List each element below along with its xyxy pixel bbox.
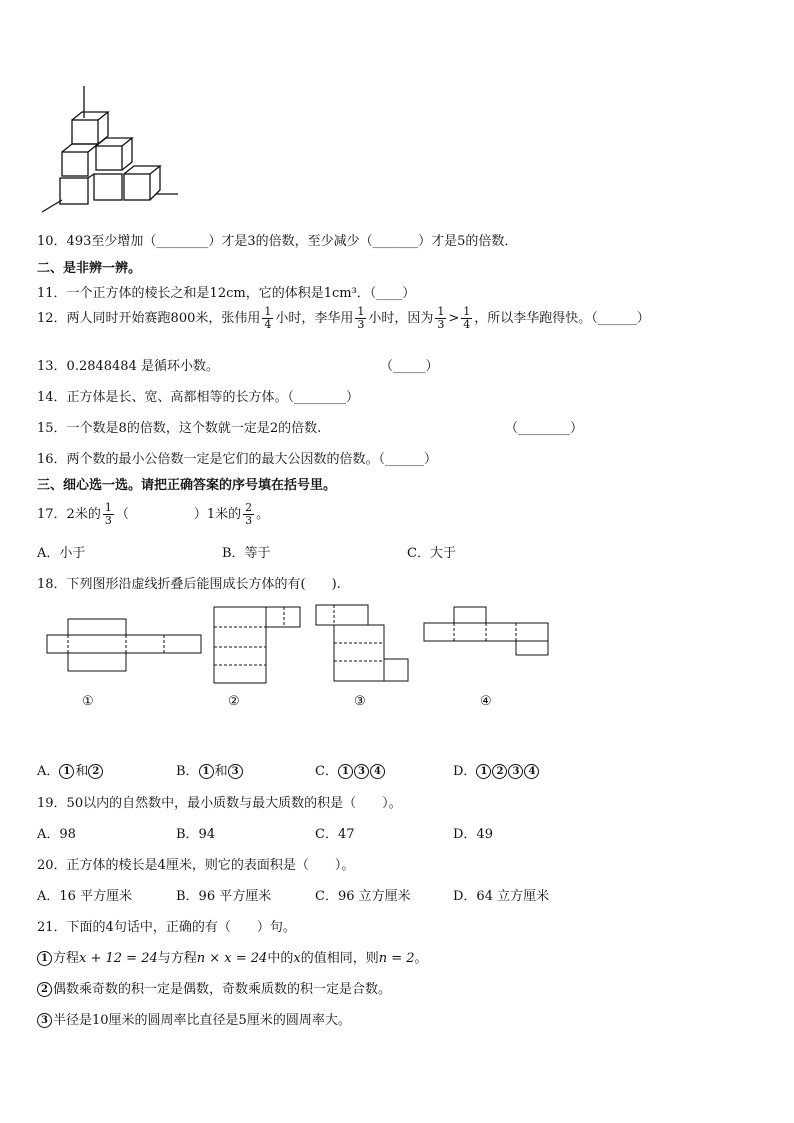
fraction-num: 1 <box>357 305 365 318</box>
question-14: 14．正方体是长、宽、高都相等的长方体。（________） <box>37 390 360 405</box>
statement-text: 的值相同，则 <box>300 951 379 966</box>
fraction-den: 4 <box>264 318 272 331</box>
section-3-heading: 三、细心选一选。请把正确答案的序号填在括号里。 <box>37 478 337 493</box>
fraction-den: 4 <box>463 318 471 331</box>
cube-net-1 <box>46 617 206 682</box>
q17-text-c: 。 <box>256 507 270 522</box>
fraction-den: 3 <box>357 318 365 331</box>
q20-option-c[interactable]: C．96 立方厘米 <box>315 889 411 904</box>
question-21: 21．下面的4句话中，正确的有（ ）句。 <box>37 920 296 935</box>
q12-text-b: 小时，李华用 <box>275 311 354 326</box>
fraction <box>103 502 114 527</box>
fraction-den: 3 <box>104 514 112 527</box>
statement-text: 偶数乘奇数的积一定是偶数，奇数乘质数的积一定是合数。 <box>53 982 392 997</box>
question-12 <box>37 306 650 331</box>
fraction-num: 2 <box>245 501 253 514</box>
fraction <box>243 502 254 527</box>
q17-text-b: （ ）1米的 <box>115 507 242 522</box>
question-11: 11．一个正方体的棱长之和是12cm，它的体积是1cm³．（____） <box>37 286 416 301</box>
fraction-num: 1 <box>264 305 272 318</box>
q20-option-a[interactable]: A．16 平方厘米 <box>37 889 133 904</box>
fraction <box>262 306 273 331</box>
q19-option-a[interactable]: A．98 <box>37 827 76 842</box>
net-label-1: ① <box>82 694 94 709</box>
fraction-den: 3 <box>437 318 445 331</box>
q20-option-d[interactable]: D．64 立方厘米 <box>453 889 550 904</box>
circled-number: 2 <box>492 764 507 779</box>
option-letter: A． <box>37 764 60 779</box>
circled-number: 3 <box>37 1013 52 1028</box>
q18-option-d[interactable] <box>453 760 540 779</box>
variable: x <box>293 951 301 966</box>
statement-1 <box>37 947 428 966</box>
circled-number: 1 <box>199 764 214 779</box>
circled-number: 2 <box>88 764 103 779</box>
q19-option-d[interactable]: D．49 <box>453 827 493 842</box>
question-19: 19．50以内的自然数中，最小质数与最大质数的积是（ ）。 <box>37 796 402 811</box>
q18-option-c[interactable] <box>315 760 386 779</box>
question-20: 20．正方体的棱长是4厘米，则它的表面积是（ ）。 <box>37 858 355 873</box>
q17-text-a: 17．2米的 <box>37 507 101 522</box>
circled-number: 2 <box>37 982 52 997</box>
circled-number: 3 <box>508 764 523 779</box>
q18-option-b[interactable] <box>176 760 244 779</box>
join-word: 和 <box>75 764 89 779</box>
q17-option-a[interactable]: A．小于 <box>37 546 86 561</box>
question-15: 15．一个数是8的倍数，这个数就一定是2的倍数. <box>37 421 322 436</box>
option-letter: D． <box>453 764 477 779</box>
circled-number: 1 <box>476 764 491 779</box>
fraction <box>435 306 446 331</box>
question-13-blank: （_____） <box>380 359 439 374</box>
q18-option-a[interactable] <box>37 760 104 779</box>
fraction-num: 1 <box>437 305 445 318</box>
circled-number: 3 <box>354 764 369 779</box>
circled-number: 1 <box>37 951 52 966</box>
q12-text-d: ，所以李华跑得快。（______） <box>474 311 650 326</box>
question-17 <box>37 502 269 527</box>
join-word: 和 <box>214 764 228 779</box>
q19-option-b[interactable]: B．94 <box>176 827 216 842</box>
statement-text: 半径是10厘米的圆周率比直径是5厘米的圆周率大。 <box>53 1013 351 1028</box>
circled-number: 1 <box>59 764 74 779</box>
q17-option-c[interactable]: C．大于 <box>407 546 456 561</box>
circled-number: 3 <box>228 764 243 779</box>
question-18: 18．下列图形沿虚线折叠后能围成长方体的有( ). <box>37 577 341 592</box>
option-letter: B． <box>176 764 199 779</box>
circled-number: 1 <box>338 764 353 779</box>
equation: n = 2 <box>378 951 415 966</box>
fraction <box>355 306 366 331</box>
q12-text-a: 12．两人同时开始赛跑800米，张伟用 <box>37 311 261 326</box>
question-15-blank: （________） <box>505 421 584 436</box>
circled-number: 4 <box>524 764 539 779</box>
net-label-4: ④ <box>480 694 492 709</box>
cube-stack-figure <box>40 82 190 222</box>
cube-net-3 <box>314 603 414 683</box>
cube-net-4 <box>422 605 557 660</box>
q19-option-c[interactable]: C．47 <box>315 827 355 842</box>
circled-number: 4 <box>370 764 385 779</box>
fraction-num: 1 <box>463 305 471 318</box>
fraction-num: 1 <box>104 501 112 514</box>
question-13: 13．0.2848484 是循环小数。 <box>37 359 219 374</box>
greater-than-sign: > <box>448 311 460 326</box>
cube-net-2 <box>212 605 312 685</box>
fraction <box>461 306 472 331</box>
statement-2 <box>37 978 391 997</box>
option-letter: C． <box>315 764 338 779</box>
q20-option-b[interactable]: B．96 平方厘米 <box>176 889 272 904</box>
question-10: 10．493至少增加（________）才是3的倍数，至少减少（_______）才是5的倍数． <box>37 234 518 249</box>
statement-text: 与方程 <box>157 951 197 966</box>
statement-3 <box>37 1009 351 1028</box>
q12-text-c: 小时，因为 <box>368 311 434 326</box>
statement-text: 方程 <box>53 951 80 966</box>
fraction-den: 3 <box>245 514 253 527</box>
q17-option-b[interactable]: B．等于 <box>222 546 271 561</box>
question-16: 16．两个数的最小公倍数一定是它们的最大公因数的倍数。（______） <box>37 452 438 467</box>
net-label-2: ② <box>228 694 240 709</box>
equation: n × x = 24 <box>196 951 268 966</box>
net-label-3: ③ <box>354 694 366 709</box>
statement-text: 中的 <box>267 951 294 966</box>
equation: x + 12 = 24 <box>79 951 158 966</box>
section-2-heading: 二、是非辨一辨。 <box>37 261 142 276</box>
statement-text: 。 <box>414 951 428 966</box>
